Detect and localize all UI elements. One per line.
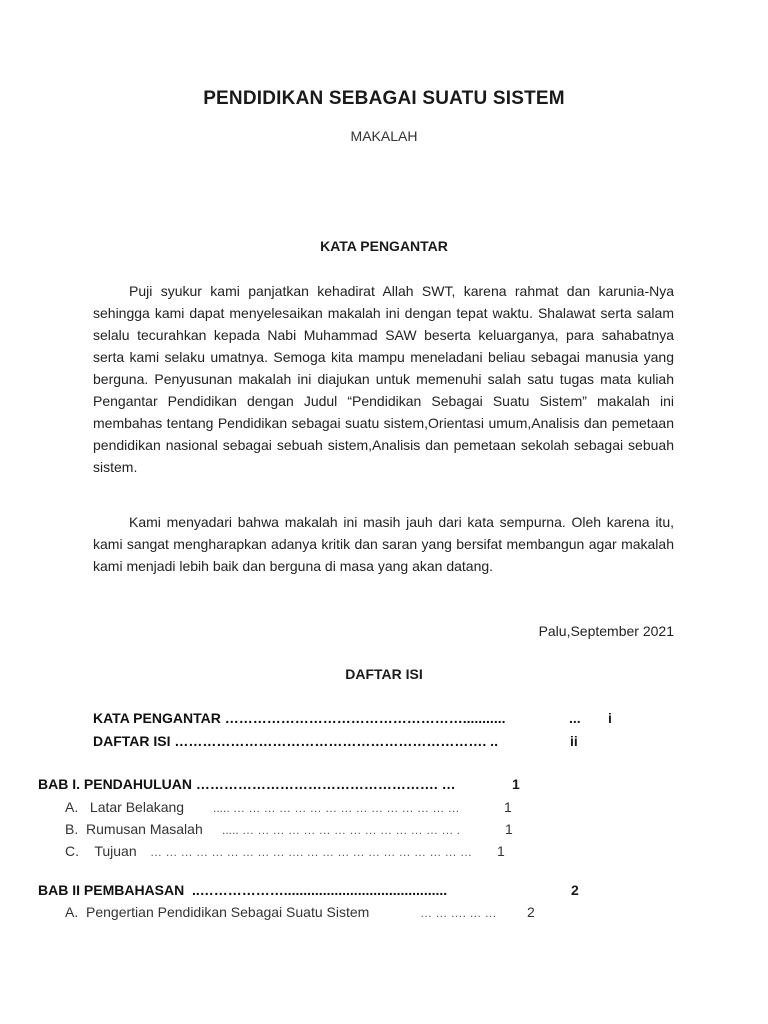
toc-label: Rumusan Masalah — [86, 821, 203, 837]
toc-label: BAB I. PENDAHULUAN — [38, 776, 192, 792]
toc-page-number: 2 — [571, 882, 579, 898]
toc-letter: C. — [65, 843, 79, 859]
toc-page-number: 1 — [505, 821, 513, 837]
toc-row-latar-belakang — [65, 799, 184, 815]
toc-page-number: 1 — [504, 799, 512, 815]
toc-row-rumusan-masalah — [65, 821, 203, 837]
toc-row-daftar-isi — [93, 733, 498, 749]
toc-row-bab-1 — [38, 776, 456, 792]
toc-label: BAB II PEMBAHASAN — [38, 882, 185, 898]
kata-pengantar-heading: KATA PENGANTAR — [320, 238, 448, 254]
toc-page-number: 1 — [512, 776, 520, 792]
toc-leader-tail: ... — [569, 710, 581, 726]
toc-leader: …………………………………………………………. .. — [174, 733, 498, 749]
toc-leader: ..... … … … … … … … … … … … … … … … — [213, 801, 460, 815]
toc-page-number: i — [608, 710, 612, 726]
toc-row-bab-2 — [38, 882, 447, 898]
document-title: PENDIDIKAN SEBAGAI SUATU SISTEM — [203, 88, 565, 109]
toc-letter: B. — [65, 821, 79, 837]
toc-label: Tujuan — [94, 843, 137, 859]
document-subtitle: MAKALAH — [350, 128, 418, 144]
toc-label: KATA PENGANTAR — [93, 710, 221, 726]
kata-pengantar-paragraph-2: Kami menyadari bahwa makalah ini masih jauh dari kata sempurna. Oleh karena itu, kami sangat mengharapkan adanya kritik dan saran yang bersifat membangun agar makalah kami menjadi lebih baik dan berguna di masa yang akan datang. — [93, 514, 674, 574]
toc-leader: ……………………………………………........... — [224, 710, 506, 726]
toc-letter: A. — [65, 904, 79, 920]
toc-leader: … … …. … … — [420, 906, 497, 920]
toc-letter: A. — [65, 799, 79, 815]
kata-pengantar-paragraph-1: Puji syukur kami panjatkan kehadirat Allah SWT, karena rahmat dan karunia-Nya sehingga kami dapat menyelesaikan makalah ini dengan tepat waktu. Shalawat serta salam selalu tecurahkan kepada Nabi Muhammad SAW beserta keluarganya, para sahabatnya serta kami selaku umatnya. Semoga kita mampu meneladani beliau sebagai manusia yang berguna. Penyusunan makalah ini diajukan untuk memenuhi salah satu tugas mata kuliah Pengantar Pendidikan dengan Judul “Pendidikan Sebagai Suatu Sistem” makalah ini membahas tentang Pendidikan sebagai suatu sistem,Orientasi umum,Analisis dan pemetaan pendidikan nasional sebagai sebuah sistem,Analisis dan pemetaan sekolah sebagai sebuah sistem. — [93, 283, 674, 475]
toc-label: Latar Belakang — [89, 799, 185, 815]
toc-page-number: 1 — [497, 843, 505, 859]
toc-row-kata-pengantar — [93, 710, 506, 726]
toc-row-pengertian — [65, 904, 369, 920]
daftar-isi-heading: DAFTAR ISI — [345, 666, 423, 682]
toc-leader: … … … … … … … … … …. … … … … … … … … … … … — [150, 845, 473, 859]
signoff-place-date: Palu,September 2021 — [538, 623, 674, 639]
toc-leader: ..……………….......................................... — [192, 882, 448, 898]
toc-row-tujuan — [65, 843, 137, 859]
toc-leader: ..... … … … … … … … … … … … … … … . — [222, 823, 461, 837]
toc-page-number: 2 — [527, 904, 535, 920]
toc-label: Pengertian Pendidikan Sebagai Suatu Sistem — [86, 904, 370, 920]
toc-page-number: ii — [570, 733, 578, 749]
toc-label: DAFTAR ISI — [93, 733, 171, 749]
toc-leader: ……………………………………………. … — [195, 776, 456, 792]
